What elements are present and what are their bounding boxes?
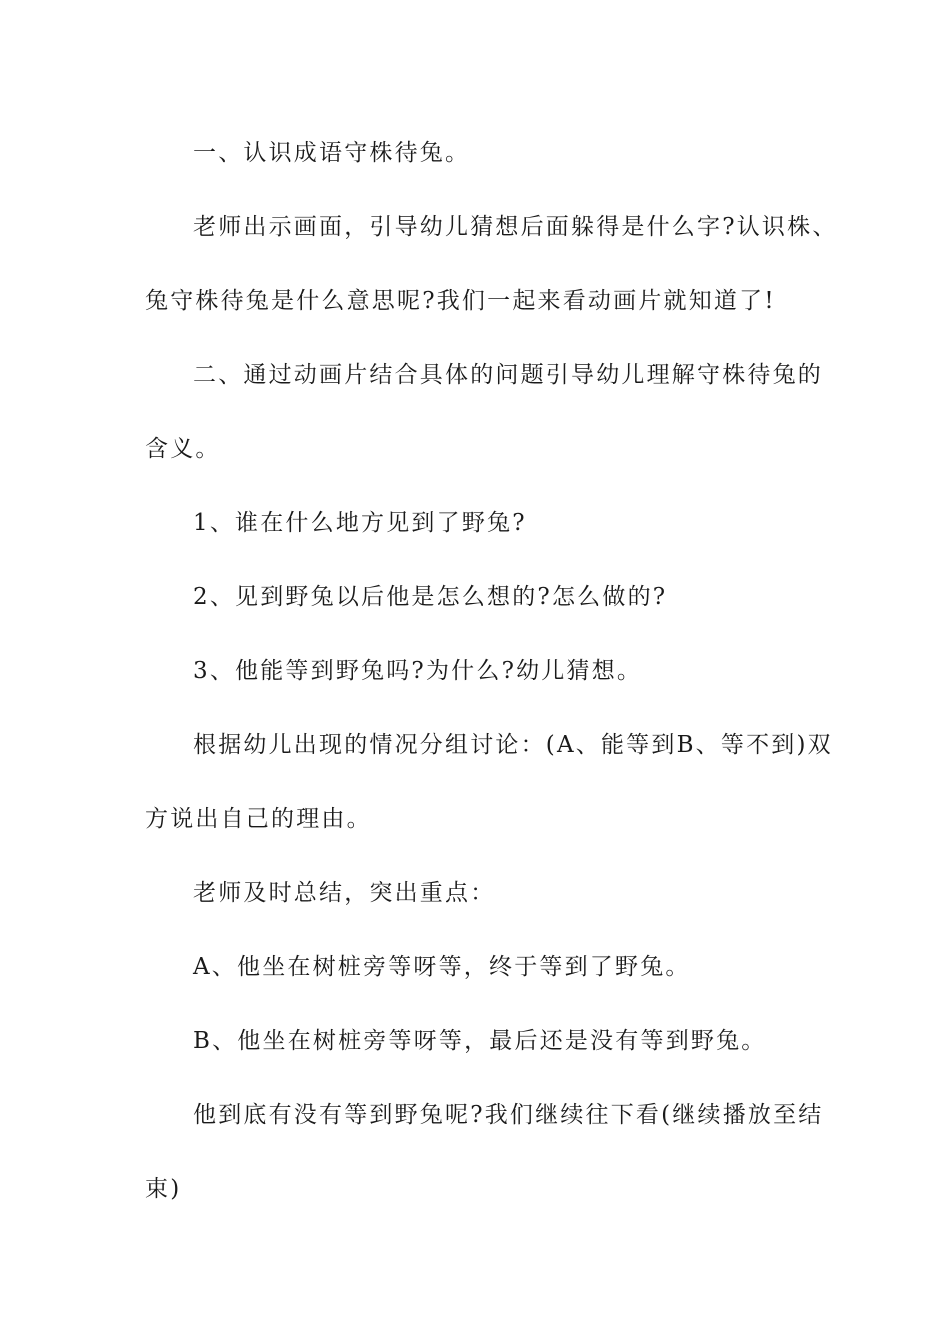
point-a: A、他坐在树桩旁等呀等，终于等到了野兔。 bbox=[193, 954, 691, 980]
paragraph-line: 束) bbox=[145, 1176, 182, 1202]
point-b: B、他坐在树桩旁等呀等，最后还是没有等到野兔。 bbox=[193, 1028, 767, 1054]
question-2: 2、见到野兔以后他是怎么想的?怎么做的? bbox=[193, 584, 668, 610]
paragraph-line: 方说出自己的理由。 bbox=[145, 806, 372, 832]
paragraph-line: 他到底有没有等到野兔呢?我们继续往下看(继续播放至结 bbox=[193, 1102, 824, 1128]
paragraph-line: 根据幼儿出现的情况分组讨论：(A、能等到B、等不到)双 bbox=[193, 732, 833, 758]
section-heading-1: 一、认识成语守株待兔。 bbox=[193, 140, 471, 166]
question-3: 3、他能等到野兔吗?为什么?幼儿猜想。 bbox=[193, 658, 643, 684]
section-heading-2: 二、通过动画片结合具体的问题引导幼儿理解守株待兔的 bbox=[193, 362, 823, 388]
paragraph-line: 老师出示画面，引导幼儿猜想后面躲得是什么字?认识株、 bbox=[193, 214, 838, 240]
question-1: 1、谁在什么地方见到了野兔? bbox=[193, 510, 527, 536]
section-heading-2-cont: 含义。 bbox=[145, 436, 221, 462]
paragraph-line: 老师及时总结，突出重点： bbox=[193, 880, 496, 906]
paragraph-line: 兔守株待兔是什么意思呢?我们一起来看动画片就知道了! bbox=[145, 288, 776, 314]
